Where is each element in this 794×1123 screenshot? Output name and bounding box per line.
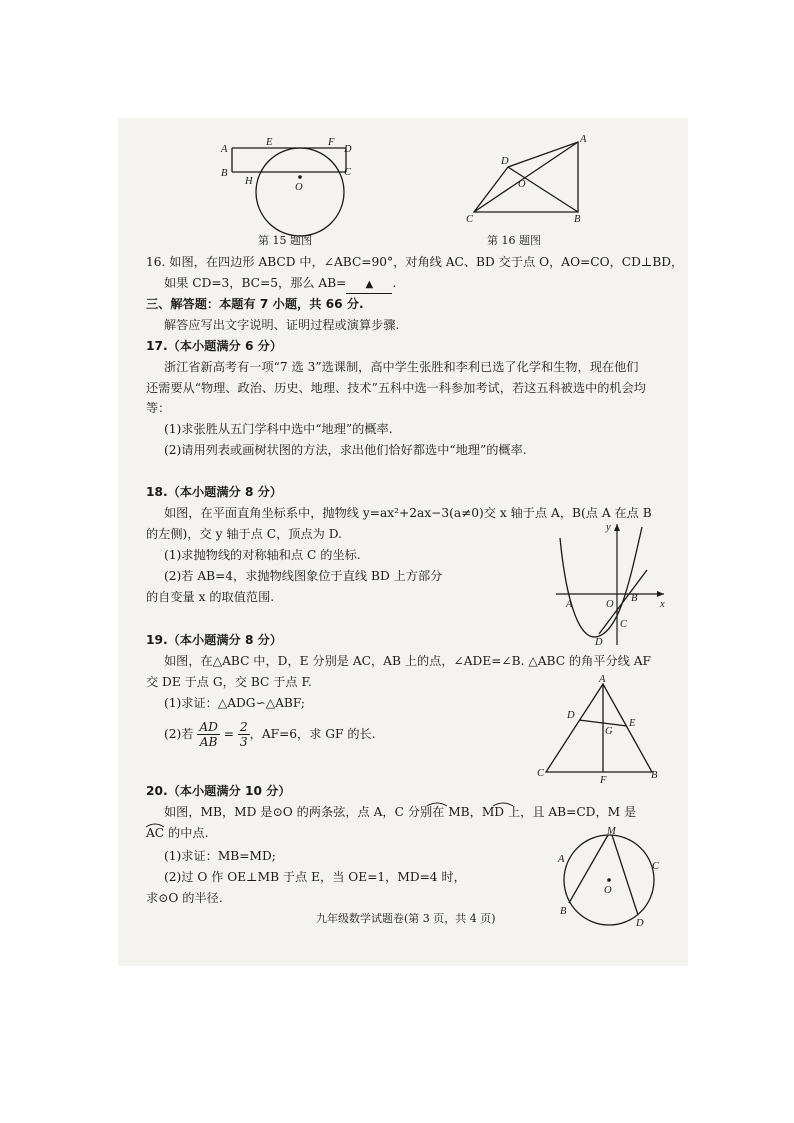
q16-blank-mark: ▲ xyxy=(365,279,374,290)
fig19-label-G: G xyxy=(605,726,613,737)
fig15-label-D: D xyxy=(344,144,352,155)
q19-frac1-num: AD xyxy=(199,720,218,734)
fig20-label-C: C xyxy=(652,861,660,872)
fig20-label-O: O xyxy=(604,885,612,896)
q19-sub2-suffix: ，AF=6，求 GF 的长. xyxy=(249,727,376,741)
fig19-label-B: B xyxy=(651,770,658,781)
fig15-label-F: F xyxy=(328,137,335,148)
q16-line1: 16. 如图，在四边形 ABCD 中，∠ABC=90°，对角线 AC、BD 交于点 O，AO=CO，CD⊥BD， xyxy=(146,255,684,269)
fig16-label-B: B xyxy=(574,214,581,225)
fig20-chord-MB xyxy=(569,835,608,903)
q19-para-line2: 交 DE 于点 G，交 BC 于点 F. xyxy=(146,675,312,689)
fig18-label-y: y xyxy=(606,522,611,533)
q20-para-line2: AC 的中点. xyxy=(146,826,209,840)
fig15-label-H: H xyxy=(245,176,253,187)
q18-header: 18.（本小题满分 8 分） xyxy=(146,485,283,499)
q19-header: 19.（本小题满分 8 分） xyxy=(146,633,283,647)
fig20-label-M: M xyxy=(607,826,616,837)
q20-header: 20.（本小题满分 10 分） xyxy=(146,784,291,798)
fig16-label-C: C xyxy=(466,214,474,225)
section3-title: 三、解答题：本题有 7 小题，共 66 分. xyxy=(146,297,364,311)
fig20-label-B: B xyxy=(560,906,567,917)
q20-sub1: (1)求证：MB=MD; xyxy=(164,849,276,863)
fig16-label-O: O xyxy=(518,179,526,190)
q18-para-line1: 如图，在平面直角坐标系中，抛物线 y=ax²+2ax−3(a≠0)交 x 轴于点 A，B(点 A 在点 B xyxy=(164,506,652,520)
q18-sub3: 的自变量 x 的取值范围. xyxy=(146,590,275,604)
fig15-label-B: B xyxy=(221,168,228,179)
fig16-label-D: D xyxy=(501,156,509,167)
fig16-label-A: A xyxy=(580,134,587,145)
q19-frac1-den: AB xyxy=(199,735,218,749)
fig18-label-O: O xyxy=(606,599,614,610)
fig19-label-D: D xyxy=(567,710,575,721)
fig20-chord-MD xyxy=(612,835,638,915)
q18-sub2: (2)若 AB=4，求抛物线图象位于直线 BD 上方部分 xyxy=(164,569,443,583)
q19-equals: = xyxy=(223,727,234,741)
q18-para-line2: 的左侧)，交 y 轴于点 C，顶点为 D. xyxy=(146,527,342,541)
fig15-label-O: O xyxy=(295,182,303,193)
q17-sub2: (2)请用列表或画树状图的方法，求出他们恰好都选中“地理”的概率. xyxy=(164,443,527,457)
q19-sub2-prefix: (2)若 xyxy=(164,727,194,741)
q16-line2: 如果 CD=3，BC=5，那么 AB= ▲ . xyxy=(164,275,396,294)
section3-note: 解答应写出文字说明、证明过程或演算步骤. xyxy=(164,318,400,332)
q19-sub1: (1)求证：△ADG∽△ABF; xyxy=(164,696,305,710)
fig20-label-A: A xyxy=(558,854,565,865)
fig18-label-A: A xyxy=(566,599,573,610)
fig19-label-F: F xyxy=(600,775,607,786)
q17-para-line2: 还需要从“物理、政治、历史、地理、技术”五科中选一科参加考试，若这五科被选中的机会均 xyxy=(146,381,646,395)
fig18-label-B: B xyxy=(631,593,638,604)
fig15-label-A: A xyxy=(221,144,228,155)
q19-para-line1: 如图，在△ABC 中，D，E 分别是 AC，AB 上的点，∠ADE=∠B. △ABC 的角平分线 AF xyxy=(164,654,651,668)
q20-para-line1: 如图，MB，MD 是⊙O 的两条弦，点 A，C 分别在 MB，MD 上，且 AB=CD，M 是 xyxy=(164,805,637,819)
fig19-label-C: C xyxy=(537,768,545,779)
q20-sub3: 求⊙O 的半径. xyxy=(146,891,223,905)
q19-frac2-num: 2 xyxy=(239,720,248,734)
fig18-label-C: C xyxy=(620,619,628,630)
q17-header: 17.（本小题满分 6 分） xyxy=(146,339,283,353)
fig20-center-dot xyxy=(607,878,611,882)
fig19-label-A: A xyxy=(599,674,606,685)
fig15-caption: 第 15 题图 xyxy=(258,234,312,247)
q17-para-line1: 浙江省新高考有一项“7 选 3”选课制，高中学生张胜和李利已选了化学和生物，现在他们 xyxy=(164,360,639,374)
fig15-label-E: E xyxy=(266,137,273,148)
q19-frac2-den: 3 xyxy=(239,735,248,749)
q17-sub1: (1)求张胜从五门学科中选中“地理”的概率. xyxy=(164,422,393,436)
fig15-label-C: C xyxy=(344,167,352,178)
q16-line2-text: 如果 CD=3，BC=5，那么 AB= xyxy=(164,276,347,290)
fig19-label-E: E xyxy=(629,718,636,729)
q17-para-line3: 等： xyxy=(146,401,171,415)
q20-sub2: (2)过 O 作 OE⊥MB 于点 E，当 OE=1，MD=4 时， xyxy=(164,870,466,884)
fig16-caption: 第 16 题图 xyxy=(487,234,541,247)
fig18-label-x: x xyxy=(660,599,665,610)
fig18-label-D: D xyxy=(595,637,603,648)
fig20-label-D: D xyxy=(636,918,644,929)
q18-sub1: (1)求抛物线的对称轴和点 C 的坐标. xyxy=(164,548,361,562)
page-footer: 九年级数学试题卷(第 3 页，共 4 页) xyxy=(316,912,496,925)
